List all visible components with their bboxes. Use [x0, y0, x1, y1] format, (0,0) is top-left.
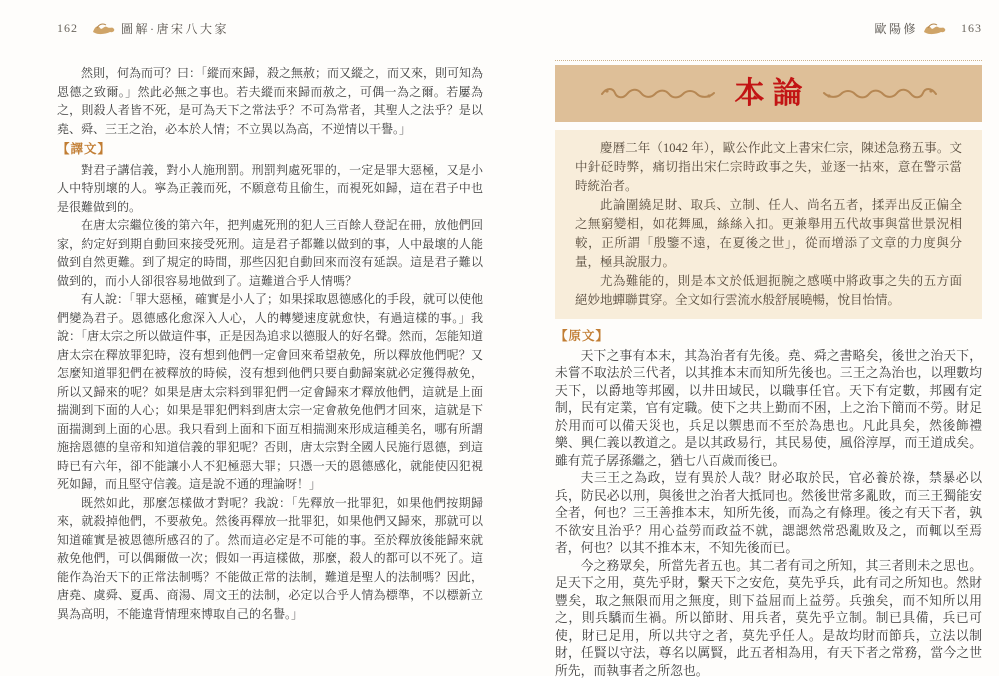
dragon-ornament-icon [922, 21, 948, 36]
intro-paragraph: 尤為難能的，則是本文於低迴扼腕之感嘆中將政事之失的五方面絕妙地蟬聯貫穿。全文如行雲流水般舒展曉暢，悅目怡情。 [575, 272, 962, 310]
dragon-ornament-icon [91, 21, 117, 36]
original-paragraph: 天下之事有本末，其為治者有先後。堯、舜之書略矣，後世之治天下，未嘗不取法於三代者，以其推本末而知所先後也。三王之為治也，以理數均天下，以爵地等邦國，以井田域民，以職事任官。天下有定數，邦國有定制，民有定業，官有定職。使下之共上勤而不困，上之治下簡而不勞。財足於用而可以備天災也，兵足以禦患而不至於為患也。凡此具矣，然後飾禮樂、興仁義以教道之。是以其政易行，其民易使，風俗淳厚，而王道成矣。雖有荒子孱孫繼之，猶七八百歲而後已。 [555, 348, 982, 471]
dotted-rule [555, 60, 982, 61]
chapter-intro-box [555, 130, 982, 319]
left-running-head [57, 20, 483, 36]
chapter-title: 本論 [727, 79, 811, 109]
intro-paragraph: 慶曆二年（1042 年），歐公作此文上書宋仁宗，陳述急務五事。文中針砭時弊，痛切指出宋仁宗時政事之失，並逐一拈來，意在警示當時統治者。 [575, 139, 962, 196]
flourish-left-icon [599, 85, 717, 103]
translation-paragraph: 在唐太宗繼位後的第六年，把判處死刑的犯人三百餘人登記在冊，放他們回家，約定好到期自動回來接受死刑。這是君子都難以做到的事，人中最壞的人能做到自然更難。到了規定的時間，那些囚犯自動回來而沒有延誤。這是君子難以做到的，而小人卻很容易地做到了。這難道合乎人情嗎？ [57, 216, 483, 290]
left-page [0, 0, 500, 676]
chapter-banner [555, 65, 982, 122]
original-conclusion-paragraph: 然則，何為而可？曰：「縱而來歸，殺之無赦；而又縱之，而又來，則可知為恩德之致爾。」然此必無之事也。若夫縱而來歸而赦之，可偶一為之爾。若屢為之，則殺人者皆不死，是可為天下之常法乎？不可為常者，其聖人之法乎？是以堯、舜、三王之治，必本於人情；不立異以為高，不逆情以干譽。」 [57, 64, 483, 138]
right-page-body [555, 328, 982, 680]
original-paragraph: 夫三王之為政，豈有異於人哉？財必取於民，官必養於祿，禁暴必以兵，防民必以刑，與後世之治者大抵同也。然後世常多亂敗，而三王獨能安全者，何也？三王善推本末，知所先後，而為之有條理。後之有天下者，孰不欲安且治乎？用心益勞而政益不就，諰諰然常恐亂敗及之，而輒以至焉者，何也？以其不推本末，不知先後而已。 [555, 470, 982, 558]
translation-paragraph: 既然如此，那麼怎樣做才對呢？我說：「先釋放一批罪犯，如果他們按期歸來，就殺掉他們，不要赦免。然後再釋放一批罪犯，如果他們又歸來，那就可以知道確實是被恩德所感召的了。然而這必定是不可能的事。至於釋放後能歸來就赦免他們，可以偶爾做一次；假如一再這樣做，那麼，殺人的都可以不死了。這能作為治天下的正常法制嗎？不能做正常的法制，難道是聖人的法制嗎？因此，唐堯、虞舜、夏禹、商湯、周文王的法制，必定以合乎人情為標準，不以標新立異為高明，不能違背情理來博取自己的名譽。」 [57, 494, 483, 624]
original-section-label: 【原文】 [555, 328, 982, 346]
translation-paragraph: 有人說：「罪大惡極，確實是小人了；如果採取恩德感化的手段，就可以使他們變為君子。恩德感化愈深入人心，人的轉變速度就愈快，有過這樣的事。」我說：「唐太宗之所以做這件事，正是因為追求以德服人的好名聲。然而，怎能知道唐太宗在釋放罪犯時，沒有想到他們一定會回來希望赦免，所以釋放他們呢？又怎麼知道罪犯們在被釋放的時候，沒有想到他們只要自動歸案就必定獲得赦免，所以又歸來的呢？如果是唐太宗料到罪犯們一定會歸來才釋放他們，這就是上面揣測到下面的人心；如果是罪犯們料到唐太宗一定會赦免他們才回來，這就是下面揣測到上面的心思。我只看到上面和下面互相揣測來形成這種美名，哪有所謂施捨恩德的皇帝和知道信義的罪犯呢？否則，唐太宗對全國人民施行恩德，到這時已有六年，卻不能讓小人不犯極惡大罪；只憑一天的恩德感化，就能使囚犯視死如歸，而且堅守信義。這是說不通的理論呀！」 [57, 290, 483, 494]
original-paragraph: 今之務眾矣，所當先者五也。其二者有司之所知，其三者則未之思也。足天下之用，莫先乎財，繫天下之安危，莫先乎兵，此有司之所知也。然財豐矣，取之無限而用之無度，則下益屈而上益勞。兵強矣，而不知所以用之，則兵驕而生禍。所以節財、用兵者，莫先乎立制。制已具備，兵已可使，財已足用，所以共守之者，莫先乎任人。是故均財而節兵，立法以制財，任賢以守法，尊名以厲賢，此五者相為用，有天下者之常務，當今之世所先，而執事者之所忽也。 [555, 558, 982, 680]
translation-paragraph: 對君子講信義，對小人施刑罰。刑罰判處死罪的，一定是罪大惡極，又是小人中特別壞的人。寧為正義而死，不願意苟且偷生，而視死如歸，這在君子中也是很難做到的。 [57, 161, 483, 217]
right-page [500, 0, 999, 676]
intro-paragraph: 此論圍繞足財、取兵、立制、任人、尚名五者，揉弄出反正偏全之無窮變相，如花舞風，絲絲入扣。更兼舉用五代故事與當世景況相較，正所謂「殷鑒不遠，在夏後之世」，從而增添了文章的力度與分量，極具說服力。 [575, 196, 962, 272]
flourish-right-icon [821, 85, 939, 103]
right-running-head [555, 20, 982, 36]
book-title: 圖解·唐宋八大家 [121, 20, 229, 37]
author-name: 歐陽修 [874, 20, 918, 37]
left-page-number: 162 [57, 21, 78, 36]
right-page-number: 163 [961, 21, 982, 36]
translation-section-label: 【譯文】 [57, 140, 483, 159]
left-page-body [57, 64, 483, 623]
